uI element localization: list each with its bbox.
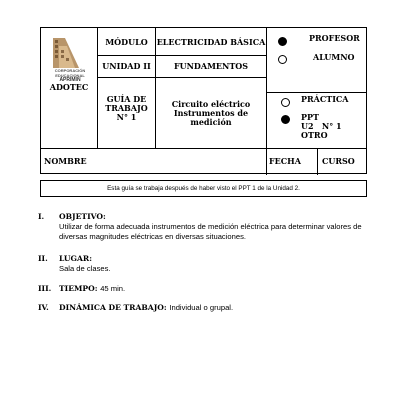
section-dinamica: [38, 303, 368, 315]
guide-header-table: [40, 27, 367, 174]
logo-caption: ADOTEC: [49, 82, 89, 92]
section-number: II.: [38, 254, 48, 263]
practica-label: PRÁCTICA: [301, 94, 349, 104]
guia-label: GUÍA DE TRABAJO N° 1: [105, 94, 148, 122]
ppt-label: PPT U2 N° 1: [301, 112, 342, 131]
unidad-value: FUNDAMENTOS: [173, 61, 249, 71]
section-body: Utilizar de forma adecuada instrumentos de medición eléctrica para determinar valores de diversas magnitudes eléctricas en diversas situaciones.: [59, 222, 362, 241]
guide-note: Esta guía se trabaja después de haber visto el PPT 1 de la Unidad 2.: [40, 180, 367, 197]
profesor-label: PROFESOR: [309, 33, 360, 43]
section-objetivo: [38, 212, 368, 244]
section-lugar: [38, 254, 368, 276]
section-tiempo: [38, 284, 368, 296]
section-title: DINÁMICA DE TRABAJO: Individual o grupal.: [59, 303, 234, 312]
modulo-label: MÓDULO: [105, 37, 148, 47]
section-inline-value: 45 min.: [100, 284, 126, 293]
curso-label: CURSO: [322, 156, 355, 166]
unidad-label: UNIDAD II: [102, 61, 151, 71]
otro-label: OTRO: [301, 130, 328, 140]
section-number: IV.: [38, 303, 49, 312]
section-title: OBJETIVO:: [59, 212, 106, 221]
section-body: Sala de clases.: [59, 264, 111, 273]
section-title: LUGAR:: [59, 254, 93, 263]
logo-text: CORPORACIÓN EDUCACIONAL APRIMIN: [54, 68, 86, 83]
modulo-value: ELECTRICIDAD BÁSICA: [156, 37, 266, 47]
profesor-radio[interactable]: [278, 37, 287, 46]
alumno-label: ALUMNO: [313, 52, 355, 62]
fecha-label: FECHA: [269, 156, 301, 166]
guia-value: Circuito eléctrico Instrumentos de medición: [171, 99, 251, 127]
section-number: I.: [38, 212, 45, 221]
nombre-label: NOMBRE: [44, 156, 87, 166]
section-title: TIEMPO: 45 min.: [59, 284, 126, 293]
ppt-radio[interactable]: [281, 115, 290, 124]
alumno-radio[interactable]: [278, 55, 287, 64]
section-inline-value: Individual o grupal.: [169, 303, 234, 312]
section-number: III.: [38, 284, 52, 293]
practica-radio[interactable]: [281, 98, 290, 107]
